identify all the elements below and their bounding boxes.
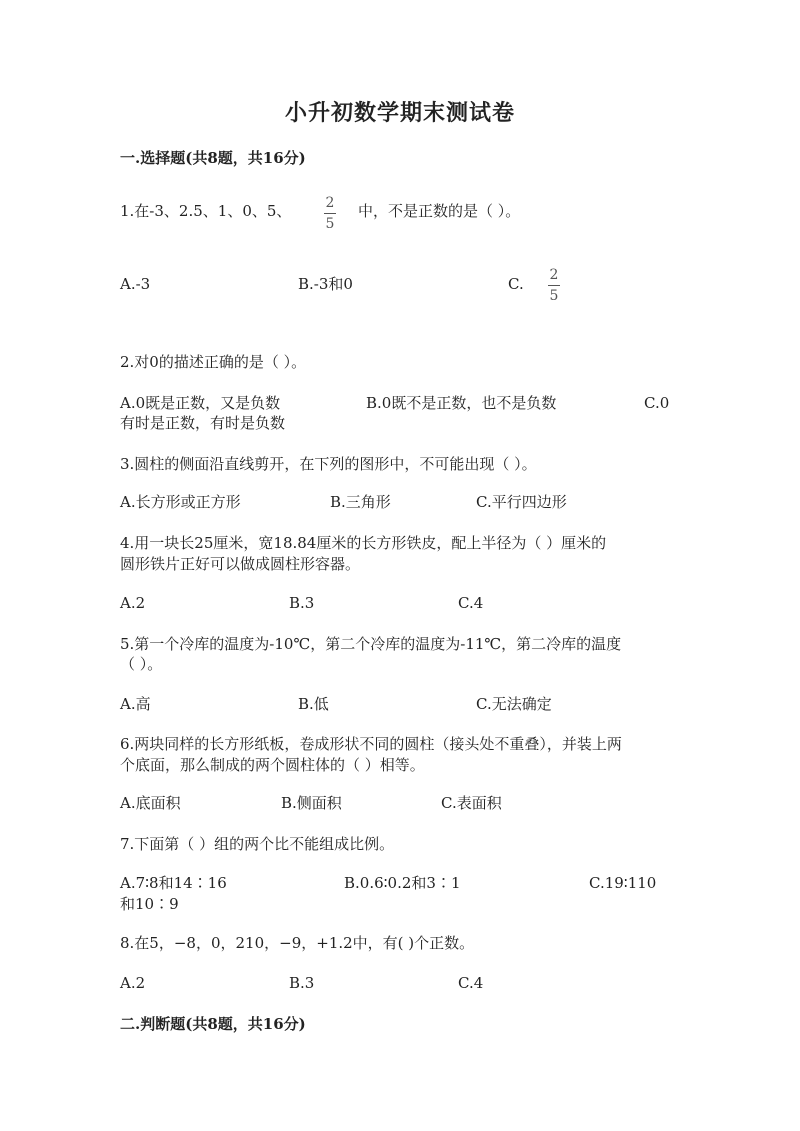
option-a: A.-3: [120, 275, 151, 293]
option-b: B.-3和0: [298, 275, 353, 293]
option-a: A.7∶8和14∶16: [120, 874, 227, 892]
option-c-continued: 和10∶9: [120, 895, 179, 913]
option-b: B.0既不是正数，也不是负数: [366, 394, 557, 412]
fraction-bar: [548, 285, 560, 286]
fraction: [322, 196, 338, 231]
question-stem: 3.圆柱的侧面沿直线剪开，在下列的图形中，不可能出现（ ）。: [120, 455, 537, 473]
option-b: B.3: [289, 974, 315, 992]
option-c-fraction: [546, 268, 562, 303]
question-stem-continued: 中，不是正数的是（ ）。: [358, 202, 521, 220]
option-c: C.4: [458, 594, 484, 612]
option-a: A.2: [120, 594, 146, 612]
section-heading-choice: 一.选择题(共8题，共16分): [120, 149, 306, 167]
fraction-denominator: 5: [325, 216, 335, 232]
fraction-denominator: 5: [549, 288, 559, 304]
option-c: C.平行四边形: [476, 493, 567, 511]
question-stem: 1.在-3、2.5、1、0、5、: [120, 202, 292, 220]
question-stem: 2.对0的描述正确的是（ ）。: [120, 353, 307, 371]
option-c: C.: [508, 275, 524, 293]
section-heading-judgment: 二.判断题(共8题，共16分): [120, 1015, 306, 1033]
question-stem: 5.第一个冷库的温度为-10℃，第二个冷库的温度为-11℃，第二冷库的温度: [120, 635, 622, 653]
question-stem-continued: 个底面，那么制成的两个圆柱体的（ ）相等。: [120, 756, 425, 774]
question-stem-continued: （ ）。: [120, 655, 163, 673]
option-a: A.0既是正数，又是负数: [120, 394, 281, 412]
question-stem: 4.用一块长25厘米，宽18.84厘米的长方形铁皮，配上半径为（ ）厘米的: [120, 534, 607, 552]
option-c: C.0: [644, 394, 670, 412]
option-a: A.底面积: [120, 794, 181, 812]
option-c: C.表面积: [441, 794, 502, 812]
option-b: B.3: [289, 594, 315, 612]
option-a: A.2: [120, 974, 146, 992]
option-b: B.低: [298, 695, 329, 713]
page-title: 小升初数学期末测试卷: [284, 100, 515, 126]
fraction-numerator: 2: [325, 195, 335, 211]
fraction-numerator: 2: [549, 267, 559, 283]
fraction-bar: [324, 213, 336, 214]
option-c: C.4: [458, 974, 484, 992]
option-a: A.长方形或正方形: [120, 493, 241, 511]
option-c: C.无法确定: [476, 695, 552, 713]
question-stem-continued: 圆形铁片正好可以做成圆柱形容器。: [120, 555, 361, 573]
question-stem: 7.下面第（ ）组的两个比不能组成比例。: [120, 835, 395, 853]
option-b: B.侧面积: [281, 794, 342, 812]
question-stem: 6.两块同样的长方形纸板，卷成形状不同的圆柱（接头处不重叠），并装上两: [120, 735, 622, 753]
option-b: B.0.6∶0.2和3∶1: [344, 874, 461, 892]
option-a: A.高: [120, 695, 151, 713]
option-c: C.19∶110: [589, 874, 657, 892]
option-c-continued: 有时是正数，有时是负数: [120, 414, 286, 432]
question-stem: 8.在5，−8，0，210，−9，+1.2中，有( )个正数。: [120, 934, 475, 952]
option-b: B.三角形: [330, 493, 391, 511]
